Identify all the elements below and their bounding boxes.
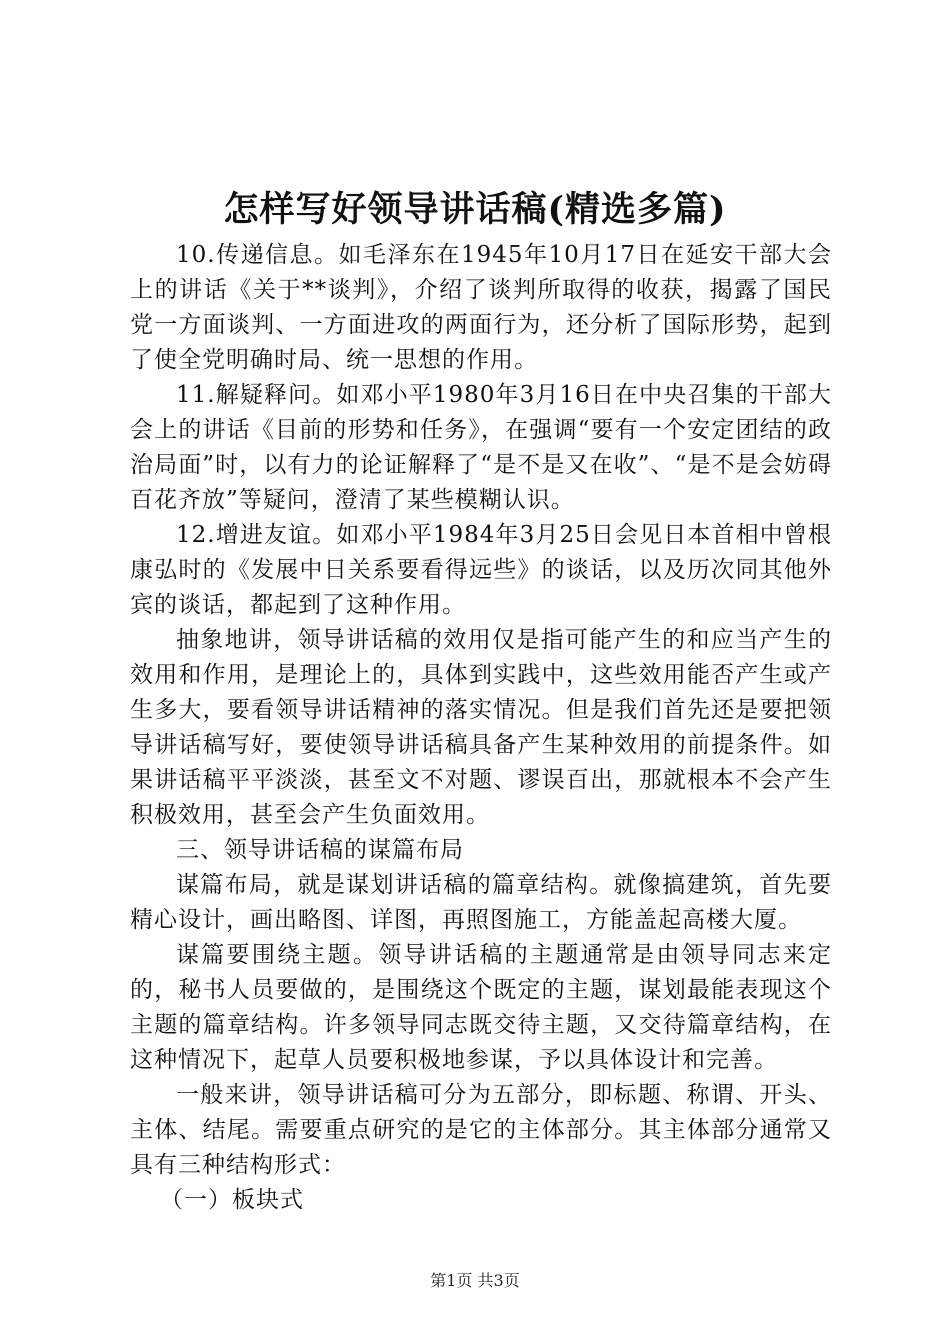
- paragraph-resolve-doubts: 11.解疑释问。如邓小平1980年3月16日在中央召集的干部大会上的讲话《目前的形势和任务》，在强调“要有一个安定团结的政治局面”时，以有力的论证解释了“是不是又在收”、“是不是会妨碍百花齐放”等疑问，澄清了某些模糊认识。: [130, 382, 832, 513]
- subsection-heading-block: （一）板块式: [160, 1187, 304, 1213]
- document-title: 怎样写好领导讲话稿(精选多篇): [223, 189, 727, 230]
- paragraph-transmit-info: 10.传递信息。如毛泽东在1945年10月17日在延安干部大会上的讲话《关于**谈判》，介绍了谈判所取得的收获，揭露了国民党一方面谈判、一方面进攻的两面行为，还分析了国际形势，起到了使全党明确时局、统一思想的作用。: [130, 242, 832, 373]
- paragraph-layout-definition: 谋篇布局，就是谋划讲话稿的篇章结构。就像搞建筑，首先要精心设计，画出略图、详图，再照图施工，方能盖起高楼大厦。: [130, 872, 832, 933]
- paragraph-abstract-effect: 抽象地讲，领导讲话稿的效用仅是指可能产生的和应当产生的效用和作用，是理论上的，具体到实践中，这些效用能否产生或产生多大，要看领导讲话精神的落实情况。但是我们首先还是要把领导讲话稿写好，要使领导讲话稿具备产生某种效用的前提条件。如果讲话稿平平淡淡，甚至文不对题、谬误百出，那就根本不会产生积极效用，甚至会产生负面效用。: [130, 627, 832, 828]
- section-heading-layout: 三、领导讲话稿的谋篇布局: [176, 837, 464, 863]
- paragraph-five-parts: 一般来讲，领导讲话稿可分为五部分，即标题、称谓、开头、主体、结尾。需要重点研究的是它的主体部分。其主体部分通常又具有三种结构形式：: [130, 1082, 832, 1178]
- document-body: [130, 238, 832, 1218]
- page-number: 第1页 共3页: [430, 1271, 520, 1290]
- paragraph-friendship: 12.增进友谊。如邓小平1984年3月25日会见日本首相中曾根康弘时的《发展中日关系要看得远些》的谈话，以及历次同其他外宾的谈话，都起到了这种作用。: [130, 522, 832, 618]
- paragraph-theme: 谋篇要围绕主题。领导讲话稿的主题通常是由领导同志来定的，秘书人员要做的，是围绕这个既定的主题，谋划最能表现这个主题的篇章结构。许多领导同志既交待主题，又交待篇章结构，在这种情况下，起草人员要积极地参谋，予以具体设计和完善。: [130, 942, 832, 1073]
